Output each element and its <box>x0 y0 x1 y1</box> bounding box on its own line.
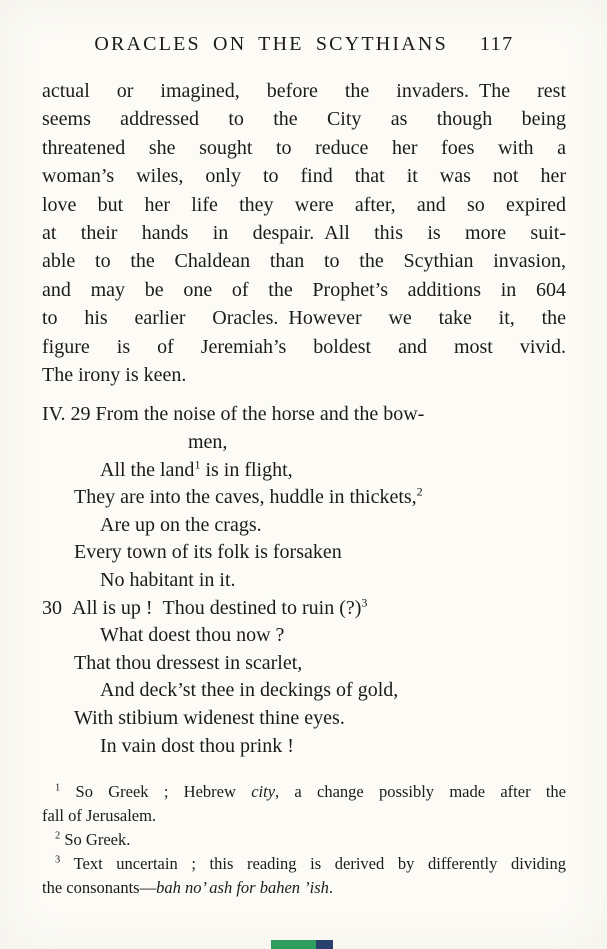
body-paragraph <box>42 77 566 389</box>
verse-line: Are up on the crags. <box>100 513 262 536</box>
paragraph-line: to his earlier Oracles. However we take it, the <box>42 307 566 330</box>
footnote-italic-city: city <box>251 782 276 802</box>
footnote-marker-1: 1 <box>55 782 61 794</box>
verse-line: With stibium widenest thine eyes. <box>74 707 345 729</box>
verse-line: Every town of its folk is forsaken <box>74 541 342 564</box>
verse-line <box>42 484 566 512</box>
scan-artifact-green-segment <box>271 940 316 949</box>
footnotes-section <box>42 780 566 900</box>
verse-line: That thou dressest in scarlet, <box>74 651 303 674</box>
footnote-text: So Greek. <box>60 830 131 850</box>
footnote-3-line-2 <box>42 876 566 900</box>
footnote-ref-2: 2 <box>416 484 423 499</box>
paragraph-line: threatened she sought to reduce her foes with a <box>42 136 566 159</box>
paragraph-line: seems addressed to the City as though being <box>42 108 566 131</box>
verse-text: All the land <box>100 458 195 481</box>
paragraph-line: and may be one of the Prophet’s additions in 604 <box>42 278 566 301</box>
verse-line: men, <box>188 431 228 454</box>
footnote-1-line-1 <box>42 780 566 804</box>
page-title: ORACLES ON THE SCYTHIANS <box>94 33 448 55</box>
footnote-text: , a change possibly made after the <box>275 782 566 802</box>
footnote-ref-3: 3 <box>361 594 368 609</box>
paragraph-line: figure is of Jeremiah’s boldest and most vivid. <box>42 335 566 358</box>
running-head <box>42 0 566 56</box>
footnote-text: the consonants— <box>42 878 157 898</box>
footnote-marker-3: 3 <box>55 854 61 866</box>
verse-line <box>42 457 566 485</box>
footnote-1-line-2: fall of Jerusalem. <box>42 806 157 826</box>
verse-text: They are into the caves, huddle in thickets, <box>74 486 417 509</box>
paragraph-line: love but her life they were after, and so expired <box>42 193 566 216</box>
verse-text: 30 All is up ! Thou destined to ruin (?) <box>42 596 362 619</box>
verse-block <box>42 401 566 760</box>
paragraph-line: The irony is keen. <box>42 364 187 387</box>
verse-line: And deck’st thee in deckings of gold, <box>100 679 399 702</box>
footnote-marker-2: 2 <box>55 830 61 842</box>
footnote-text: . <box>328 878 334 898</box>
paragraph-line: woman’s wiles, only to find that it was not her <box>42 165 566 188</box>
scan-artifact-dark-segment <box>316 940 333 949</box>
footnote-text: So Greek ; Hebrew <box>60 782 252 802</box>
verse-line: IV. 29 From the noise of the horse and the bow- <box>42 403 425 426</box>
verse-line <box>42 595 566 623</box>
verse-line: In vain dost thou prink ! <box>100 734 294 757</box>
paragraph-line: able to the Chaldean than to the Scythian invasion, <box>42 250 566 273</box>
paragraph-line: at their hands in despair. All this is more suit- <box>42 222 566 245</box>
scan-artifact <box>271 940 333 949</box>
verse-line: What doest thou now ? <box>100 624 285 647</box>
footnote-2-line-1 <box>42 828 566 852</box>
footnote-text: Text uncertain ; this reading is derived by differently dividing <box>60 854 566 874</box>
footnote-italic-transliteration: bah no’ ash for bahen ’ish <box>156 878 329 898</box>
verse-text: is in flight, <box>200 458 293 481</box>
page-number: 117 <box>479 33 514 55</box>
verse-line: No habitant in it. <box>100 569 236 592</box>
paragraph-line: actual or imagined, before the invaders. The rest <box>42 80 566 102</box>
text-column <box>42 0 566 900</box>
footnote-3-line-1 <box>42 852 566 876</box>
footnote-ref-1: 1 <box>194 457 201 471</box>
